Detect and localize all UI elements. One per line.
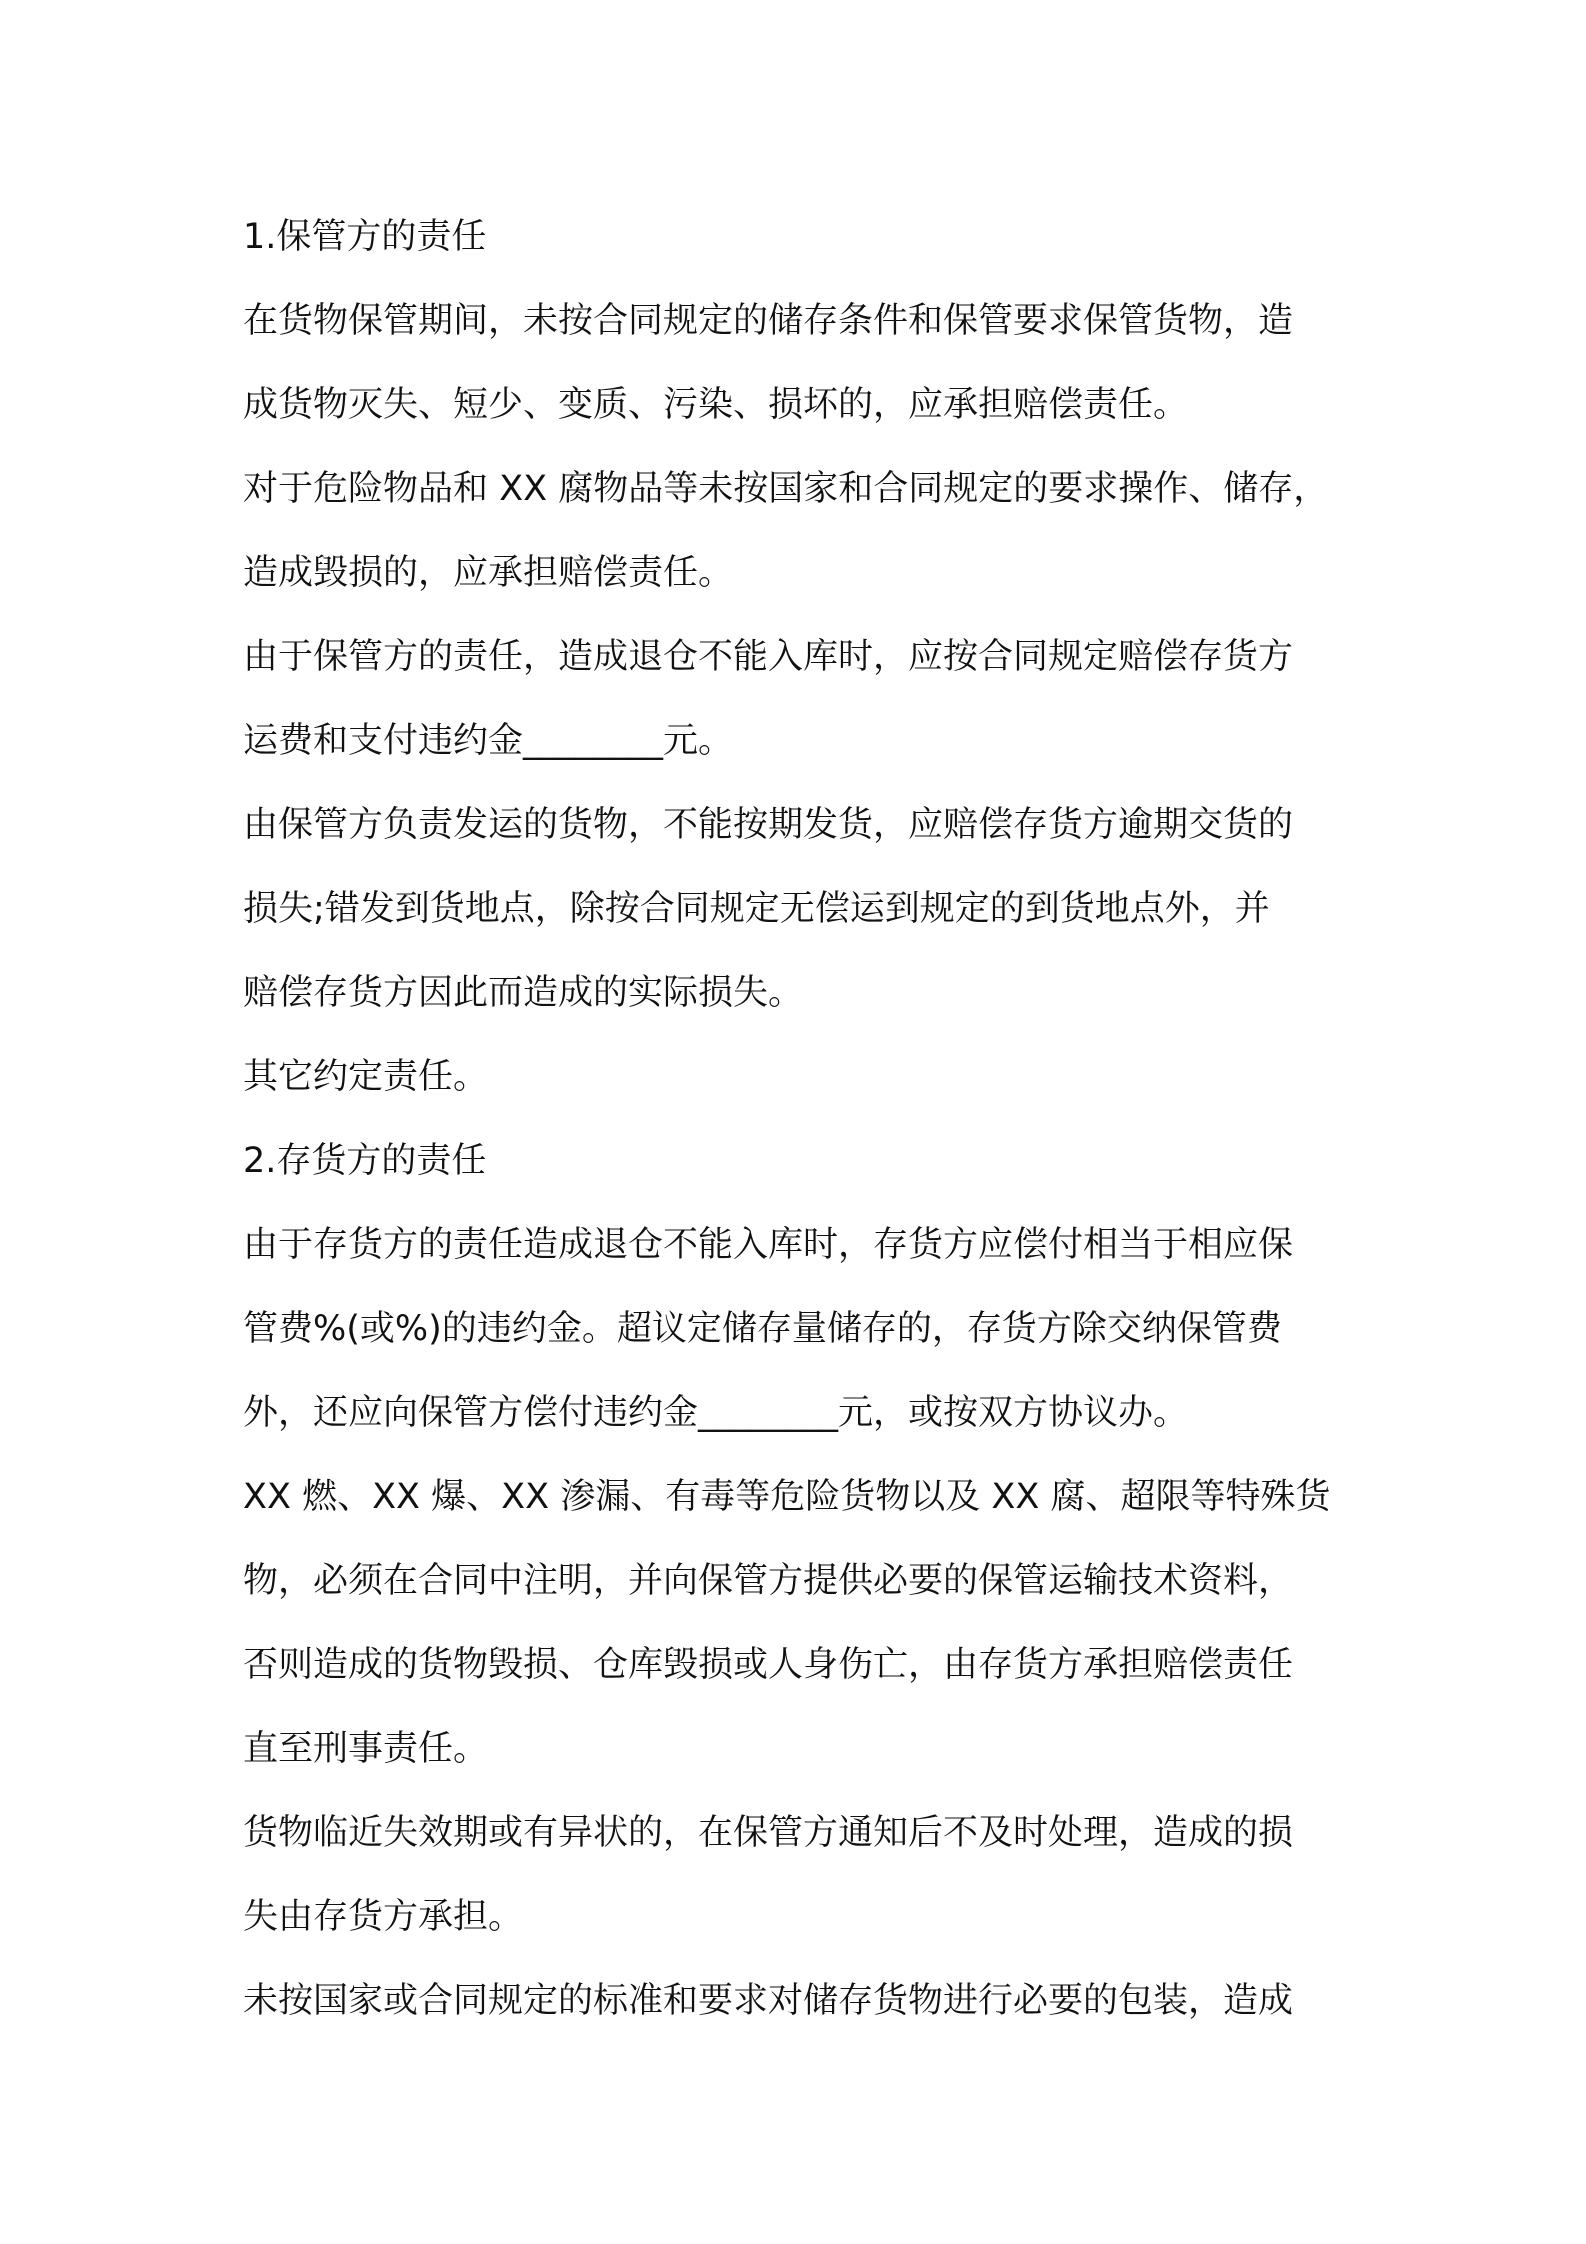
paragraph-line: 运费和支付违约金________元。 — [243, 721, 734, 761]
paragraph-line: 外，还应向保管方偿付违约金________元，或按双方协议办。 — [243, 1393, 1189, 1433]
paragraph-line: 对于危险物品和 XX 腐物品等未按国家和合同规定的要求操作、储存， — [243, 469, 1329, 509]
paragraph-line: 由保管方负责发运的货物，不能按期发货，应赔偿存货方逾期交货的 — [243, 805, 1294, 845]
paragraph-line: 造成毁损的，应承担赔偿责任。 — [243, 553, 734, 593]
paragraph-line: 其它约定责任。 — [243, 1057, 489, 1097]
section-heading-depositor: 2.存货方的责任 — [243, 1141, 487, 1181]
paragraph-line: 赔偿存货方因此而造成的实际损失。 — [243, 973, 804, 1013]
paragraph-line: 失由存货方承担。 — [243, 1897, 524, 1937]
paragraph-line: 成货物灭失、短少、变质、污染、损坏的，应承担赔偿责任。 — [243, 385, 1189, 425]
paragraph-line: 货物临近失效期或有异状的，在保管方通知后不及时处理，造成的损 — [243, 1813, 1294, 1853]
section-heading-custodian: 1.保管方的责任 — [243, 217, 487, 257]
paragraph-line: 由于存货方的责任造成退仓不能入库时，存货方应偿付相当于相应保 — [243, 1225, 1294, 1265]
document-body — [243, 195, 1358, 2043]
paragraph-line: 直至刑事责任。 — [243, 1729, 489, 1769]
paragraph-line: XX 燃、XX 爆、XX 渗漏、有毒等危险货物以及 XX 腐、超限等特殊货 — [243, 1477, 1331, 1517]
paragraph-line: 损失;错发到货地点，除按合同规定无偿运到规定的到货地点外，并 — [243, 889, 1270, 929]
paragraph-line: 物，必须在合同中注明，并向保管方提供必要的保管运输技术资料， — [243, 1561, 1294, 1601]
paragraph-line: 在货物保管期间，未按合同规定的储存条件和保管要求保管货物，造 — [243, 301, 1294, 341]
paragraph-line: 否则造成的货物毁损、仓库毁损或人身伤亡，由存货方承担赔偿责任 — [243, 1645, 1294, 1685]
paragraph-line: 未按国家或合同规定的标准和要求对储存货物进行必要的包装，造成 — [243, 1981, 1294, 2021]
paragraph-line: 由于保管方的责任，造成退仓不能入库时，应按合同规定赔偿存货方 — [243, 637, 1294, 677]
paragraph-line: 管费%(或%)的违约金。超议定储存量储存的，存货方除交纳保管费 — [243, 1309, 1282, 1349]
